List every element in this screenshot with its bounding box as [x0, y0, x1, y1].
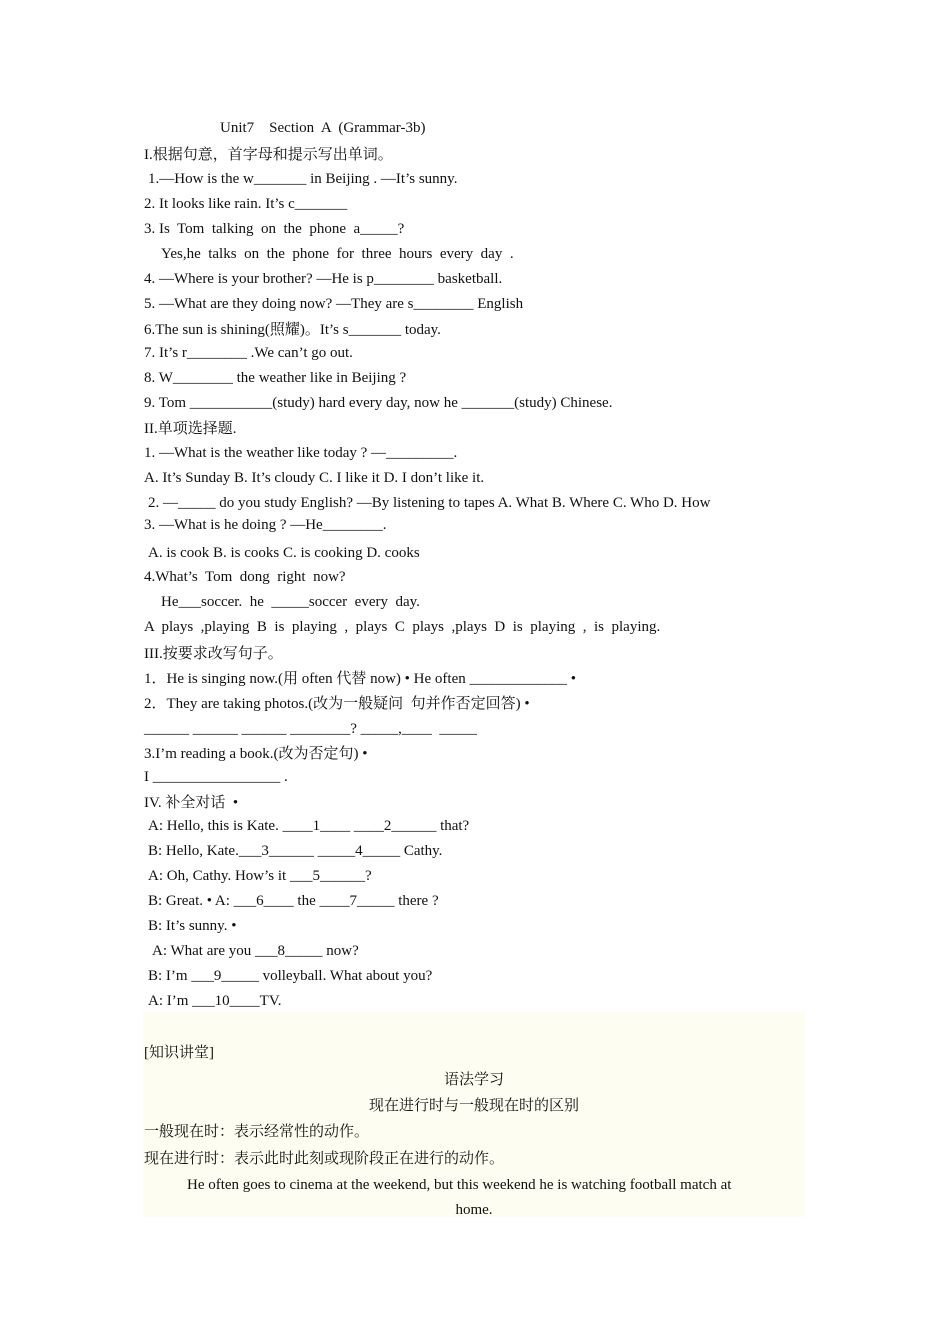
dialogue-line: B: Hello, Kate.___3______ _____4_____ Cathy. — [148, 843, 443, 859]
section1-item: 2. It looks like rain. It’s c_______ — [144, 196, 348, 212]
dialogue-line: A: What are you ___8_____ now? — [152, 943, 359, 959]
section3-item: 2．They are taking photos.(改为一般疑问 句并作否定回答) • — [144, 696, 530, 712]
section3-item: 1．He is singing now.(用 often 代替 now) • He often _____________ • — [144, 671, 576, 687]
section1-item: 8. W________ the weather like in Beijing ? — [144, 370, 407, 386]
section4-heading: IV. 补全对话 • — [144, 795, 239, 811]
section2-item: A plays ,playing B is playing , plays C plays ,plays D is playing , is playing. — [144, 619, 661, 635]
section1-item: 9. Tom ___________(study) hard every day, now he _______(study) Chinese. — [144, 395, 613, 411]
section3-item: I _________________ . — [144, 769, 288, 785]
section3-heading: III.按要求改写句子。 — [144, 646, 283, 662]
knowledge-example: He often goes to cinema at the weekend, but this weekend he is watching football match at — [187, 1177, 732, 1193]
knowledge-subtitle: 语法学习 — [443, 1072, 504, 1088]
dialogue-line: A: Oh, Cathy. How’s it ___5______? — [148, 868, 372, 884]
dialogue-line: B: It’s sunny. • — [148, 918, 237, 934]
knowledge-line: 一般现在时：表示经常性的动作。 — [144, 1124, 370, 1140]
section2-item: 1. —What is the weather like today ? —_________. — [144, 445, 458, 461]
dialogue-line: B: Great. • A: ___6____ the ____7_____ there ? — [148, 893, 439, 909]
section2-item: 4.What’s Tom dong right now? — [144, 569, 346, 585]
section1-heading: I.根据句意，首字母和提示写出单词。 — [144, 147, 393, 163]
section1-item: 6.The sun is shining(照耀)。It’s s_______ today. — [144, 322, 441, 338]
section2-item: 3. —What is he doing ? —He________. — [144, 517, 387, 533]
section2-item: A. It’s Sunday B. It’s cloudy C. I like it D. I don’t like it. — [144, 470, 485, 486]
section3-item: ______ ______ ______ ________? _____,____ _____ — [144, 721, 477, 737]
section2-item: He___soccer. he _____soccer every day. — [161, 594, 420, 610]
section2-heading: II.单项选择题. — [144, 421, 237, 437]
section1-item: 1.—How is the w_______ in Beijing . —It’s sunny. — [148, 171, 458, 187]
knowledge-line: 现在进行时：表示此时此刻或现阶段正在进行的动作。 — [144, 1151, 505, 1167]
section2-item: A. is cook B. is cooks C. is cooking D. cooks — [148, 545, 420, 561]
page-title: Unit7 Section A (Grammar-3b) — [220, 120, 426, 136]
section1-item: 4. —Where is your brother? —He is p________ basketball. — [144, 271, 503, 287]
section3-item: 3.I’m reading a book.(改为否定句) • — [144, 746, 368, 762]
section1-item: Yes,he talks on the phone for three hours every day . — [161, 246, 514, 262]
section1-item: 3. Is Tom talking on the phone a_____? — [144, 221, 405, 237]
knowledge-subtitle: 现在进行时与一般现在时的区别 — [368, 1098, 579, 1114]
section2-item: 2. —_____ do you study English? —By listening to tapes A. What B. Where C. Who D. How — [148, 495, 711, 511]
section1-item: 5. —What are they doing now? —They are s________ English — [144, 296, 524, 312]
section1-item: 7. It’s r________ .We can’t go out. — [144, 345, 353, 361]
dialogue-line: A: I’m ___10____TV. — [148, 993, 282, 1009]
dialogue-line: B: I’m ___9_____ volleyball. What about you? — [148, 968, 433, 984]
knowledge-example: home. — [455, 1202, 493, 1218]
dialogue-line: A: Hello, this is Kate. ____1____ ____2______ that? — [148, 818, 470, 834]
knowledge-heading: [知识讲堂] — [144, 1045, 214, 1061]
